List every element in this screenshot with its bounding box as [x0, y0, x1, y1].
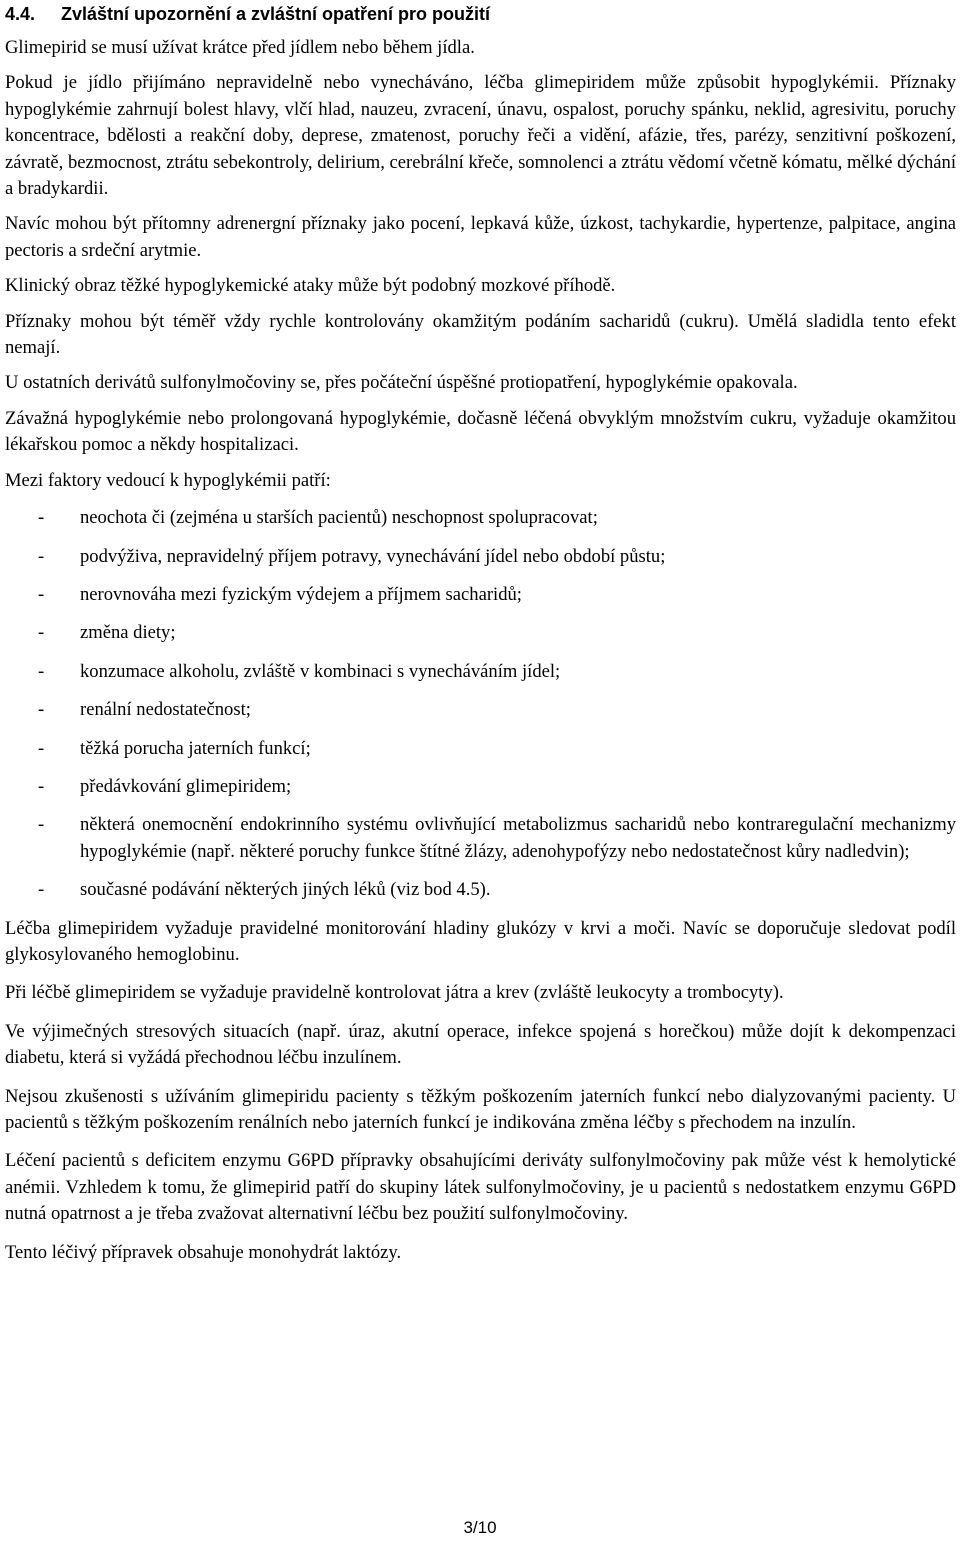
paragraph-monitoring: Léčba glimepiridem vyžaduje pravidelné monitorování hladiny glukózy v krvi a moči. Navíc se doporučuje sledovat podíl glykosylovaného hemoglobinu.	[5, 917, 956, 965]
paragraph-severe-hypoglycemia: Závažná hypoglykémie nebo prolongovaná hypoglykémie, dočasně léčená obvyklým množstvím cukru, vyžaduje okamžitou lékařskou pomoc a někdy hospitalizaci.	[5, 407, 956, 456]
list-item	[5, 736, 956, 762]
list-item	[5, 544, 956, 570]
list-item-text: nerovnováha mezi fyzickým výdejem a příjmem sacharidů;	[80, 583, 522, 605]
list-item	[5, 659, 956, 685]
paragraph-g6pd-deficiency: Léčení pacientů s deficitem enzymu G6PD přípravky obsahujícími deriváty sulfonylmočoviny pak může vést k hemolytické anémii. Vzhledem k tomu, že glimepirid patří do skupiny látek sulfonylmočoviny, je u pacientů s nedostatkem enzymu G6PD nutná opatrnost a je třeba zvažovat alternativní léčbu bez použití sulfonylmočoviny.	[5, 1150, 956, 1225]
paragraph-clinical-picture: Klinický obraz těžké hypoglykemické ataky může být podobný mozkové příhodě.	[5, 275, 616, 297]
paragraph-symptom-control: Příznaky mohou být téměř vždy rychle kontrolovány okamžitým podáním sacharidů (cukru). Umělá sladidla tento efekt nemají.	[5, 310, 956, 359]
document-page	[5, 0, 956, 1266]
list-item	[5, 877, 956, 903]
list-item	[5, 812, 956, 865]
paragraph-lactose: Tento léčivý přípravek obsahuje monohydrát laktózy.	[5, 1241, 402, 1263]
list-item-text: renální nedostatečnost;	[80, 699, 251, 721]
paragraph-hypoglycemia-symptoms: Pokud je jídlo přijímáno nepravidelně nebo vynecháváno, léčba glimepiridem může způsobit hypoglykémii. Příznaky hypoglykémie zahrnují bolest hlavy, vlčí hlad, nauzeu, zvracení, únavu, ospalost, poruchy spánku, neklid, agresivitu, poruchy koncentrace, bdělosti a reakční doby, deprese, zmatenost, poruchy řeči a vidění, afázie, třes, parézy, senzitivní poškození, závratě, bezmocnost, ztrátu sebekontroly, delirium, cerebrální křeče, somnolenci a ztrátu vědomí včetně kómatu, mělké dýchání a bradykardii.	[5, 72, 956, 200]
list-dash: -	[38, 545, 45, 567]
risk-factors-list	[5, 505, 956, 903]
list-dash: -	[38, 660, 45, 682]
list-item-text: předávkování glimepiridem;	[80, 775, 292, 797]
list-dash: -	[38, 775, 45, 797]
list-item-text: těžká porucha jaterních funkcí;	[80, 737, 311, 759]
paragraph-liver-blood-control: Při léčbě glimepiridem se vyžaduje pravidelně kontrolovat játra a krev (zvláště leukocyty a trombocyty).	[5, 982, 784, 1004]
paragraph-adrenergic-symptoms: Navíc mohou být přítomny adrenergní příznaky jako pocení, lepkavá kůže, úzkost, tachykardie, hypertenze, palpitace, angina pectoris a srdeční arytmie.	[5, 213, 956, 261]
list-dash: -	[38, 814, 45, 836]
list-dash: -	[38, 622, 45, 644]
list-dash: -	[38, 583, 45, 605]
paragraph-timing: Glimepirid se musí užívat krátce před jídlem nebo během jídla.	[5, 37, 475, 58]
list-item	[5, 582, 956, 608]
list-item	[5, 505, 956, 531]
list-item-text: některá onemocnění endokrinního systému ovlivňující metabolizmus sacharidů nebo kontraregulační mechanizmy hypoglykémie (např. některé poruchy funkce štítné žlázy, adenohypofýzy nebo nedostatečnost kůry nadledvin);	[80, 814, 956, 862]
list-item-text: současné podávání některých jiných léků (viz bod 4.5).	[80, 879, 491, 901]
section-heading	[5, 0, 956, 26]
list-dash: -	[38, 737, 45, 759]
paragraph-risk-factors-intro: Mezi faktory vedoucí k hypoglykémii patří:	[5, 469, 331, 491]
list-item	[5, 620, 956, 646]
paragraph-recurrence: U ostatních derivátů sulfonylmočoviny se, přes počáteční úspěšné protiopatření, hypoglykémie opakovala.	[5, 372, 798, 394]
paragraph-hepatic-renal-impairment: Nejsou zkušenosti s užíváním glimepiridu pacienty s těžkým poškozením jaterních funkcí nebo dialyzovanými pacienty. U pacientů s těžkým poškozením renálních nebo jaterních funkcí je indikována změna léčby s přechodem na inzulín.	[5, 1085, 956, 1133]
page-number: 3/10	[463, 1518, 497, 1537]
paragraph-stress-situations: Ve výjimečných stresových situacích (např. úraz, akutní operace, infekce spojená s horečkou) může dojít k dekompenzaci diabetu, která si vyžádá přechodnou léčbu inzulínem.	[5, 1020, 956, 1069]
list-dash: -	[38, 699, 45, 721]
list-dash: -	[38, 879, 45, 901]
section-title: Zvláštní upozornění a zvláštní opatření pro použití	[61, 4, 491, 24]
list-item	[5, 697, 956, 723]
list-item	[5, 774, 956, 800]
list-item-text: konzumace alkoholu, zvláště v kombinaci s vynecháváním jídel;	[80, 660, 561, 682]
section-number: 4.4.	[5, 4, 36, 24]
list-item-text: neochota či (zejména u starších pacientů) neschopnost spolupracovat;	[80, 507, 598, 529]
list-item-text: změna diety;	[80, 622, 176, 644]
list-dash: -	[38, 507, 45, 529]
list-item-text: podvýživa, nepravidelný příjem potravy, vynechávání jídel nebo období půstu;	[80, 545, 666, 567]
